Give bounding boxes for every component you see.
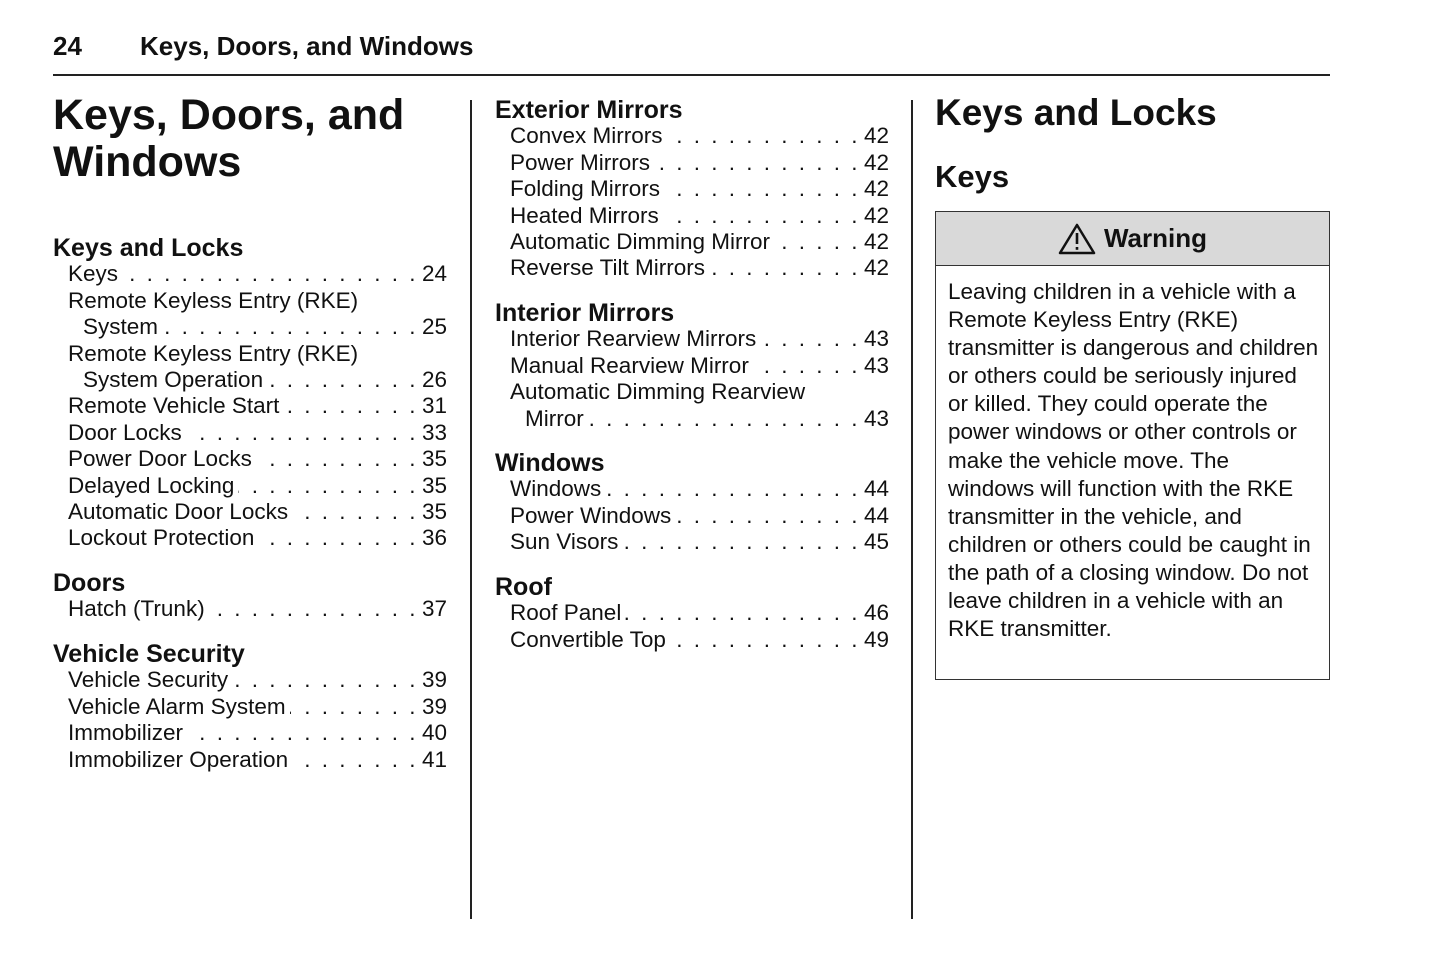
- chapter-title: Keys, Doors, and Windows: [53, 91, 405, 186]
- toc-entry-line: [68, 367, 447, 393]
- toc-entry-line: [510, 176, 889, 202]
- toc-entry[interactable]: [495, 600, 889, 626]
- toc-entry-line: [510, 255, 889, 281]
- dot-leader: [283, 393, 418, 419]
- toc-entry[interactable]: [495, 379, 889, 432]
- toc-entry-line: [510, 627, 889, 653]
- toc-entry[interactable]: [495, 476, 889, 502]
- toc-entry[interactable]: [53, 341, 447, 394]
- toc-entry-line: [68, 747, 447, 773]
- toc-entry-line: [68, 473, 447, 499]
- toc-entry-line: [68, 341, 447, 367]
- toc-entry-label: Keys: [68, 261, 119, 287]
- toc-entry[interactable]: [495, 150, 889, 176]
- toc-entry-line: [510, 326, 889, 352]
- toc-entry-line: [68, 446, 447, 472]
- toc-page-number: 42: [863, 123, 889, 149]
- toc-entry-line: [510, 406, 889, 432]
- toc-group: [495, 97, 889, 282]
- toc-entry-label: Roof Panel: [510, 600, 622, 626]
- toc-entry-line: [510, 476, 889, 502]
- toc-entry-label: Lockout Protection: [68, 525, 255, 551]
- toc-entry-label: Vehicle Alarm System: [68, 693, 286, 719]
- toc-group: [53, 570, 447, 623]
- toc-entry-label: Door Locks: [68, 419, 182, 445]
- toc-entry-label: Hatch (Trunk): [68, 596, 205, 622]
- toc-entry-label: Immobilizer: [68, 720, 184, 746]
- dot-leader: [290, 694, 418, 720]
- toc-page-number: 42: [863, 229, 889, 255]
- toc-entry-line: [510, 353, 889, 379]
- toc-entry-line: [68, 261, 447, 287]
- dot-leader: [267, 367, 418, 393]
- toc-entry-label: Remote Vehicle Start: [68, 393, 280, 419]
- column-divider: [470, 100, 472, 919]
- warning-header: [936, 212, 1329, 266]
- toc-entry[interactable]: [495, 326, 889, 352]
- page-number: 24: [53, 31, 82, 61]
- toc-page-number: 44: [863, 502, 889, 528]
- toc-entry[interactable]: [495, 123, 889, 149]
- toc-page-number: 49: [863, 626, 889, 652]
- dot-leader: [753, 353, 860, 379]
- toc-page-number: 43: [863, 326, 889, 352]
- toc-page-number: 46: [863, 600, 889, 626]
- toc-page-number: 43: [863, 405, 889, 431]
- toc-group: [495, 300, 889, 432]
- toc-entry-label: Automatic Dimming Mirror: [510, 229, 771, 255]
- toc-entry-line: [510, 123, 889, 149]
- toc-entry[interactable]: [495, 229, 889, 255]
- toc-entry-label: Automatic Dimming Rearview: [510, 379, 806, 405]
- toc-page-number: 35: [421, 472, 447, 498]
- dot-leader: [238, 473, 418, 499]
- toc-page-number: 31: [421, 393, 447, 419]
- toc-entry[interactable]: [53, 667, 447, 693]
- toc-entry-line: [68, 667, 447, 693]
- toc-entry-label: Automatic Door Locks: [68, 499, 289, 525]
- toc-entry[interactable]: [53, 261, 447, 287]
- toc-page-number: 41: [421, 746, 447, 772]
- toc-entry[interactable]: [53, 747, 447, 773]
- dot-leader: [605, 476, 860, 502]
- dot-leader: [664, 176, 860, 202]
- toc-page-number: 42: [863, 202, 889, 228]
- toc-entry-label: Manual Rearview Mirror: [510, 352, 749, 378]
- toc-entry[interactable]: [495, 176, 889, 202]
- toc-entry-line: [510, 600, 889, 626]
- dot-leader: [774, 229, 860, 255]
- toc-entry[interactable]: [53, 694, 447, 720]
- dot-leader: [162, 314, 418, 340]
- dot-leader: [232, 667, 418, 693]
- toc-entry-line: [68, 525, 447, 551]
- toc-entry-label: Folding Mirrors: [510, 176, 661, 202]
- dot-leader: [292, 747, 418, 773]
- toc-page-number: 35: [421, 499, 447, 525]
- dot-leader: [670, 627, 860, 653]
- toc-page-number: 42: [863, 149, 889, 175]
- toc-entry[interactable]: [495, 353, 889, 379]
- toc-entry[interactable]: [495, 255, 889, 281]
- toc-page-number: 24: [421, 261, 447, 287]
- toc-entry-label: Power Door Locks: [68, 446, 252, 472]
- toc-entry-line: [510, 503, 889, 529]
- toc-page-number: 25: [421, 314, 447, 340]
- toc-page-number: 43: [863, 352, 889, 378]
- toc-group: [53, 641, 447, 773]
- toc-entry-line: [510, 203, 889, 229]
- toc-entry[interactable]: [53, 499, 447, 525]
- toc-entry[interactable]: [53, 393, 447, 419]
- toc-entry-line: [68, 499, 447, 525]
- toc-entry[interactable]: [53, 446, 447, 472]
- warning-triangle-icon: [1058, 223, 1096, 255]
- dot-leader: [663, 203, 860, 229]
- dot-leader: [186, 420, 418, 446]
- toc-entry-label: Reverse Tilt Mirrors: [510, 255, 706, 281]
- toc-page-number: 40: [421, 720, 447, 746]
- toc-page-number: 39: [421, 693, 447, 719]
- toc-entry-label-continued: System Operation: [83, 367, 264, 393]
- toc-entry-line: [68, 420, 447, 446]
- warning-text: Leaving children in a vehicle with a Remote Keyless Entry (RKE) transmitter is dangerous and children or others could be seriously injured or killed. They could operate the power windows or other controls or make the vehicle move. The windows will function with the RKE transmitter in the vehicle, and children or others could be caught in the path of a closing window. Do not leave children in a vehicle with an RKE transmitter.: [948, 279, 1319, 642]
- toc-heading: Keys and Locks: [53, 234, 244, 262]
- toc-entry[interactable]: [53, 720, 447, 746]
- toc-page-number: 42: [863, 255, 889, 281]
- toc-entry-label: Convex Mirrors: [510, 123, 663, 149]
- dot-leader: [187, 720, 418, 746]
- toc-entry-label: Convertible Top: [510, 626, 666, 652]
- toc-entry-label: Remote Keyless Entry (RKE): [68, 287, 359, 313]
- toc-heading: Doors: [53, 569, 126, 597]
- toc-entry-label: Windows: [510, 476, 602, 502]
- dot-leader: [209, 596, 418, 622]
- dot-leader: [258, 525, 418, 551]
- toc-page-number: 36: [421, 525, 447, 551]
- toc-entry-label: Power Windows: [510, 502, 672, 528]
- toc-entry[interactable]: [53, 420, 447, 446]
- toc-group: [495, 450, 889, 556]
- toc-entry-line: [510, 529, 889, 555]
- dot-leader: [760, 326, 860, 352]
- dot-leader: [588, 406, 860, 432]
- toc-entry-line: [68, 288, 447, 314]
- toc-entry-line: [68, 314, 447, 340]
- toc-entry-label: Interior Rearview Mirrors: [510, 326, 757, 352]
- toc-page-number: 44: [863, 476, 889, 502]
- toc-entry-label-continued: System: [83, 314, 159, 340]
- toc-entry[interactable]: [495, 503, 889, 529]
- toc-entry-label: Vehicle Security: [68, 667, 229, 693]
- toc-page-number: 39: [421, 667, 447, 693]
- toc-entry-label-continued: Mirror: [525, 405, 584, 431]
- toc-entry-line: [68, 720, 447, 746]
- dot-leader: [256, 446, 418, 472]
- toc-entry-label: Power Mirrors: [510, 149, 651, 175]
- toc-group: [495, 574, 889, 653]
- toc-page-number: 33: [421, 419, 447, 445]
- subsection-heading: Keys: [935, 159, 1010, 194]
- section-heading: Keys and Locks: [935, 92, 1217, 133]
- dot-leader: [675, 503, 860, 529]
- toc-heading: Interior Mirrors: [495, 299, 675, 327]
- toc-page-number: 45: [863, 529, 889, 555]
- toc-entry-label: Heated Mirrors: [510, 202, 659, 228]
- toc-entry-line: [510, 379, 889, 405]
- toc-entry-line: [68, 393, 447, 419]
- warning-box: [935, 211, 1330, 680]
- toc-heading: Windows: [495, 449, 605, 477]
- toc-page-number: 26: [421, 367, 447, 393]
- toc-page-number: 35: [421, 446, 447, 472]
- toc-entry[interactable]: [53, 525, 447, 551]
- toc-entry[interactable]: [495, 203, 889, 229]
- toc-entry-label: Immobilizer Operation: [68, 746, 289, 772]
- toc-entry-line: [510, 150, 889, 176]
- toc-entry-label: Delayed Locking: [68, 472, 235, 498]
- dot-leader: [625, 600, 860, 626]
- toc-heading: Vehicle Security: [53, 640, 245, 668]
- toc-entry[interactable]: [495, 627, 889, 653]
- toc-page-number: 42: [863, 176, 889, 202]
- toc-entry-label: Remote Keyless Entry (RKE): [68, 340, 359, 366]
- column-divider: [911, 100, 913, 919]
- toc-entry-label: Sun Visors: [510, 529, 619, 555]
- running-header-title: Keys, Doors, and Windows: [140, 31, 474, 61]
- dot-leader: [622, 529, 860, 555]
- toc-entry-line: [68, 596, 447, 622]
- toc-entry[interactable]: [53, 596, 447, 622]
- toc-heading: Roof: [495, 573, 552, 601]
- toc-entry[interactable]: [53, 473, 447, 499]
- toc-page-number: 37: [421, 596, 447, 622]
- warning-title: Warning: [1103, 223, 1208, 253]
- dot-leader: [122, 261, 418, 287]
- dot-leader: [292, 499, 418, 525]
- toc-heading: Exterior Mirrors: [495, 96, 683, 124]
- dot-leader: [709, 255, 860, 281]
- toc-entry[interactable]: [495, 529, 889, 555]
- toc-entry[interactable]: [53, 288, 447, 341]
- dot-leader: [654, 150, 860, 176]
- header-rule: [53, 74, 1330, 76]
- toc-group: [53, 235, 447, 552]
- toc-entry-line: [68, 694, 447, 720]
- dot-leader: [667, 123, 860, 149]
- toc-entry-line: [510, 229, 889, 255]
